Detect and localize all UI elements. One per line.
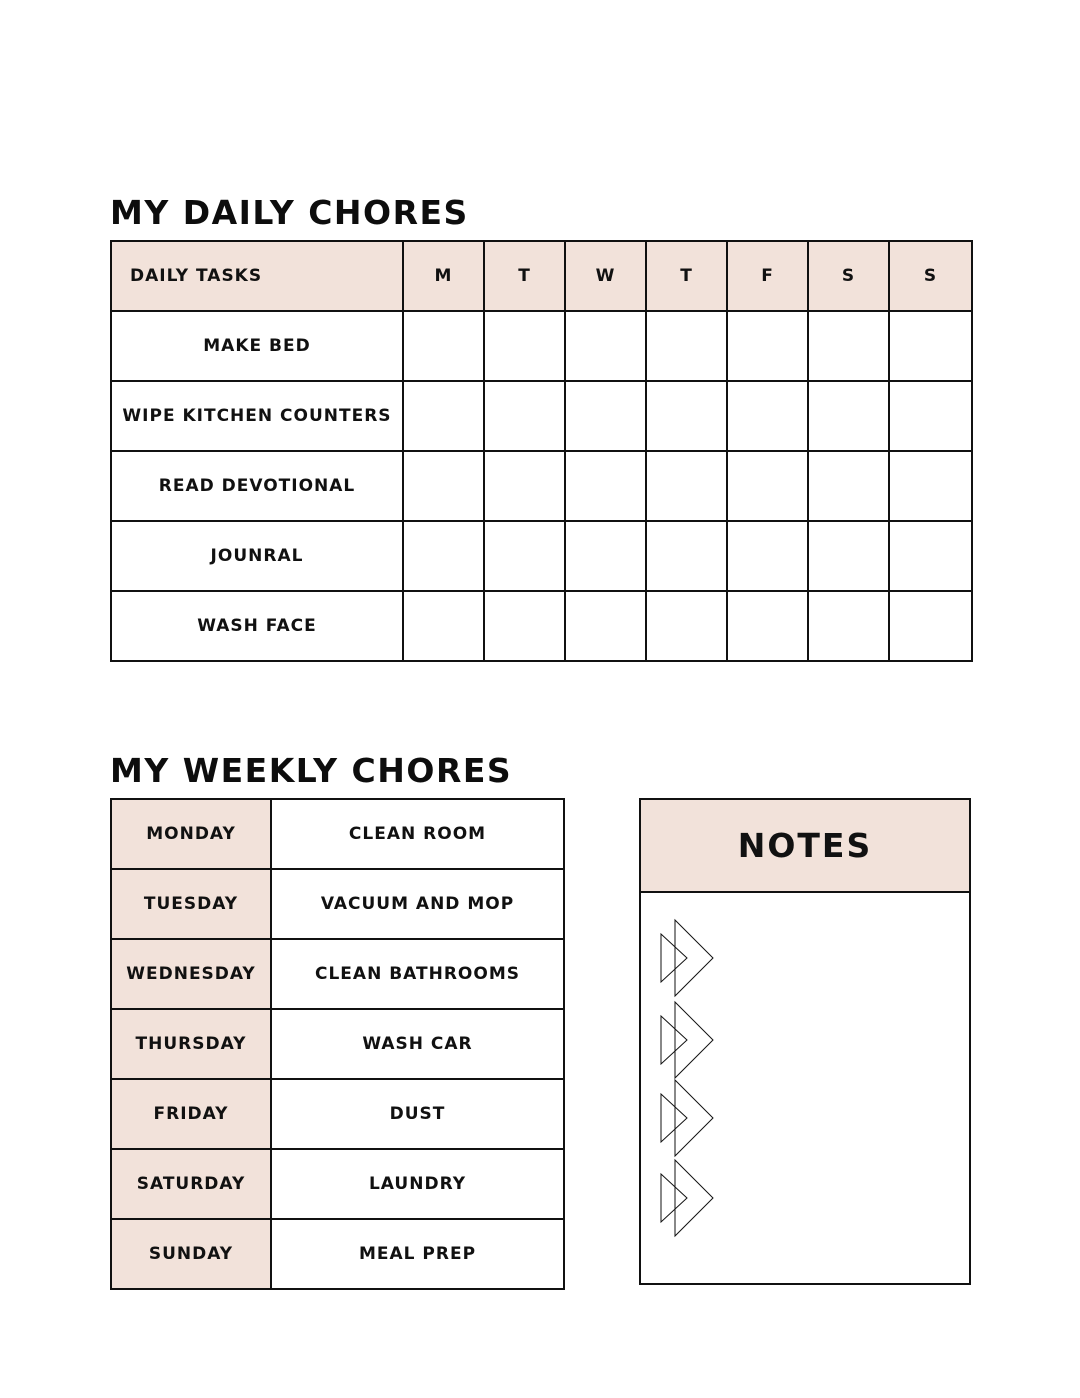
weekly-chore: WASH CAR: [271, 1009, 564, 1079]
weekday-label: FRIDAY: [111, 1079, 271, 1149]
daily-chores-title: MY DAILY CHORES: [110, 193, 469, 232]
daily-chores-table: [110, 240, 973, 662]
day-header-friday: F: [727, 241, 808, 311]
daily-task-label: WIPE KITCHEN COUNTERS: [111, 381, 403, 451]
weekly-chores-title: MY WEEKLY CHORES: [110, 751, 513, 790]
check-cell[interactable]: [565, 591, 646, 661]
weekday-label: MONDAY: [111, 799, 271, 869]
day-header-thursday: T: [646, 241, 727, 311]
weekday-label: TUESDAY: [111, 869, 271, 939]
daily-header-row: [111, 241, 972, 311]
weekly-chores-table: [110, 798, 565, 1290]
check-cell[interactable]: [565, 521, 646, 591]
check-cell[interactable]: [484, 311, 565, 381]
check-cell[interactable]: [403, 521, 484, 591]
check-cell[interactable]: [484, 451, 565, 521]
check-cell[interactable]: [646, 381, 727, 451]
weekday-label: SUNDAY: [111, 1219, 271, 1289]
check-cell[interactable]: [403, 591, 484, 661]
check-cell[interactable]: [403, 311, 484, 381]
check-cell[interactable]: [646, 311, 727, 381]
weekly-row: [111, 869, 564, 939]
weekly-chore: MEAL PREP: [271, 1219, 564, 1289]
day-header-monday: M: [403, 241, 484, 311]
daily-task-row: [111, 451, 972, 521]
check-cell[interactable]: [808, 591, 889, 661]
check-cell[interactable]: [565, 381, 646, 451]
check-cell[interactable]: [727, 521, 808, 591]
weekday-label: WEDNESDAY: [111, 939, 271, 1009]
weekly-chore: DUST: [271, 1079, 564, 1149]
notes-box[interactable]: [639, 798, 971, 1285]
daily-task-label: MAKE BED: [111, 311, 403, 381]
daily-task-row: [111, 521, 972, 591]
check-cell[interactable]: [808, 381, 889, 451]
day-header-tuesday: T: [484, 241, 565, 311]
day-header-saturday: S: [808, 241, 889, 311]
weekly-row: [111, 1219, 564, 1289]
check-cell[interactable]: [808, 451, 889, 521]
check-cell[interactable]: [565, 311, 646, 381]
check-cell[interactable]: [889, 591, 972, 661]
day-header-sunday: S: [889, 241, 972, 311]
check-cell[interactable]: [889, 451, 972, 521]
weekly-row: [111, 1079, 564, 1149]
daily-task-label: READ DEVOTIONAL: [111, 451, 403, 521]
daily-task-label: WASH FACE: [111, 591, 403, 661]
check-cell[interactable]: [889, 521, 972, 591]
check-cell[interactable]: [727, 451, 808, 521]
check-cell[interactable]: [484, 381, 565, 451]
check-cell[interactable]: [565, 451, 646, 521]
weekday-label: SATURDAY: [111, 1149, 271, 1219]
check-cell[interactable]: [403, 381, 484, 451]
weekly-row: [111, 1149, 564, 1219]
weekday-label: THURSDAY: [111, 1009, 271, 1079]
check-cell[interactable]: [889, 311, 972, 381]
daily-task-label: JOUNRAL: [111, 521, 403, 591]
triangle-arrows-icon: [659, 918, 719, 1248]
check-cell[interactable]: [808, 521, 889, 591]
weekly-row: [111, 799, 564, 869]
weekly-chore: VACUUM AND MOP: [271, 869, 564, 939]
check-cell[interactable]: [646, 521, 727, 591]
check-cell[interactable]: [403, 451, 484, 521]
check-cell[interactable]: [889, 381, 972, 451]
check-cell[interactable]: [727, 311, 808, 381]
check-cell[interactable]: [727, 591, 808, 661]
daily-task-row: [111, 591, 972, 661]
weekly-chore: CLEAN ROOM: [271, 799, 564, 869]
weekly-chore: CLEAN BATHROOMS: [271, 939, 564, 1009]
weekly-row: [111, 1009, 564, 1079]
daily-task-row: [111, 311, 972, 381]
check-cell[interactable]: [646, 451, 727, 521]
check-cell[interactable]: [808, 311, 889, 381]
check-cell[interactable]: [484, 591, 565, 661]
day-header-wednesday: W: [565, 241, 646, 311]
weekly-row: [111, 939, 564, 1009]
weekly-chore: LAUNDRY: [271, 1149, 564, 1219]
daily-tasks-header: DAILY TASKS: [111, 241, 403, 311]
notes-title: NOTES: [641, 800, 969, 893]
daily-task-row: [111, 381, 972, 451]
check-cell[interactable]: [646, 591, 727, 661]
check-cell[interactable]: [727, 381, 808, 451]
check-cell[interactable]: [484, 521, 565, 591]
